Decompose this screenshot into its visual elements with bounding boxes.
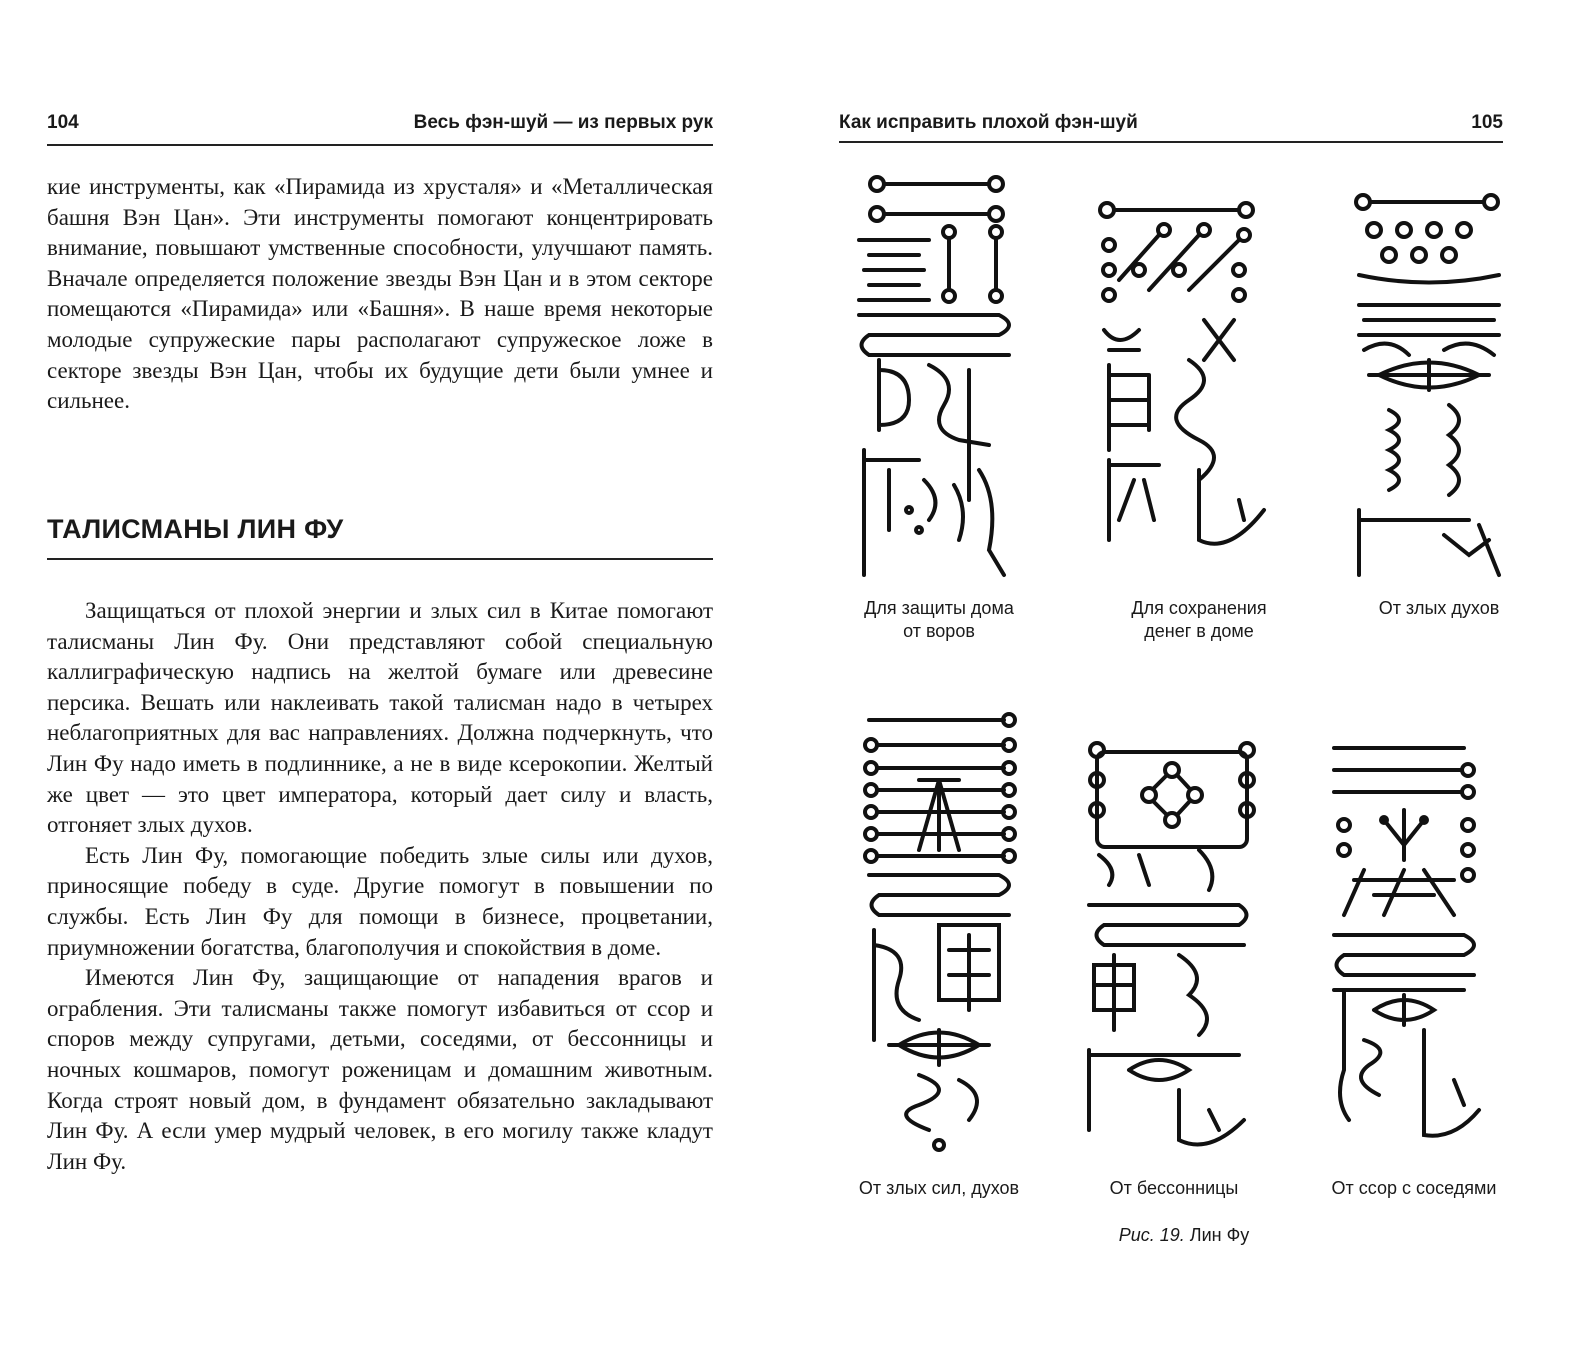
section-rule: [47, 558, 713, 560]
page-number-left: 104: [47, 112, 79, 133]
section-body: [47, 596, 713, 1177]
caption-2: Для сохранения денег в доме: [1131, 598, 1267, 641]
caption-5: От бессонницы: [1109, 1178, 1239, 1198]
running-head-right: [839, 104, 1503, 134]
paragraph-3: Имеются Лин Фу, защищающие от нападения врагов и ограбления. Эти талисманы также помогут избавиться от ссор и споров между супругами, детьми, соседями, от бессонницы и ночных кошмаров, помогут роженицам и домашним животным. Когда строят новый дом, в фундамент обязательно закладывают Лин Фу. А если умер мудрый человек, в его могилу также кладут Лин Фу.: [47, 965, 713, 1174]
talisman-3-icon: [1349, 180, 1509, 580]
section-heading: ТАЛИСМАНЫ ЛИН ФУ: [47, 514, 344, 544]
caption-1: Для защиты дома от воров: [864, 598, 1014, 641]
left-page: [0, 0, 784, 1349]
talisman-4-icon: [859, 710, 1024, 1155]
talisman-6-icon: [1324, 740, 1484, 1145]
header-rule-right: [839, 141, 1503, 143]
talisman-5-icon: [1079, 740, 1269, 1155]
page-number-right: 105: [1471, 112, 1503, 133]
caption-4: От злых сил, духов: [858, 1178, 1020, 1198]
running-title-right: Как исправить плохой фэн-шуй: [839, 112, 1138, 133]
right-page: [784, 0, 1569, 1349]
talisman-2-icon: [1089, 190, 1269, 560]
running-title-left: Весь фэн-шуй — из первых рук: [413, 112, 713, 133]
header-rule-left: [47, 144, 713, 146]
figure-title: Лин Фу: [1189, 1225, 1250, 1245]
caption-3: От злых духов: [1378, 598, 1500, 618]
intro-paragraph: кие инструменты, как «Пирамида из хрусталя» и «Металлическая башня Вэн Цан». Эти инструменты помогают концентрировать внимание, повышают умственные способности, улучшают память. Вначале определяется положение звезды Вэн Цан и в этом секторе помещаются «Пирамида» или «Башня». В наше время некоторые молодые супружеские пары располагают супружеское ложе в секторе звезды Вэн Цан, чтобы их будущие дети были умнее и сильнее.: [47, 174, 713, 414]
running-head-left: [47, 104, 713, 134]
paragraph-2: Есть Лин Фу, помогающие победить злые силы или духов, приносящие победу в суде. Другие помогут в повышении по службы. Есть Лин Фу для помощи в бизнесе, процветании, приумножении богатства, благополучия и спокойствия в доме.: [47, 842, 713, 960]
figure-label: Рис. 19.: [1118, 1225, 1185, 1245]
figure-caption: [1084, 1225, 1284, 1246]
paragraph-1: Защищаться от плохой энергии и злых сил в Китае помогают талисманы Лин Фу. Они представляют собой специальную каллиграфическую надпись на желтой бумаге или древесине персика. Вешать или наклеивать такой талисман надо в четырех неблагоприятных для вас направлениях. Должна подчеркнуть, что Лин Фу надо иметь в подлиннике, а не в виде ксерокопии. Желтый же цвет — это цвет императора, который дает силу и власть, отгоняет злых духов.: [47, 598, 713, 838]
talisman-1-icon: [849, 170, 1029, 585]
intro-paragraph-block: [47, 172, 713, 417]
caption-6: От ссор с соседями: [1331, 1178, 1497, 1198]
